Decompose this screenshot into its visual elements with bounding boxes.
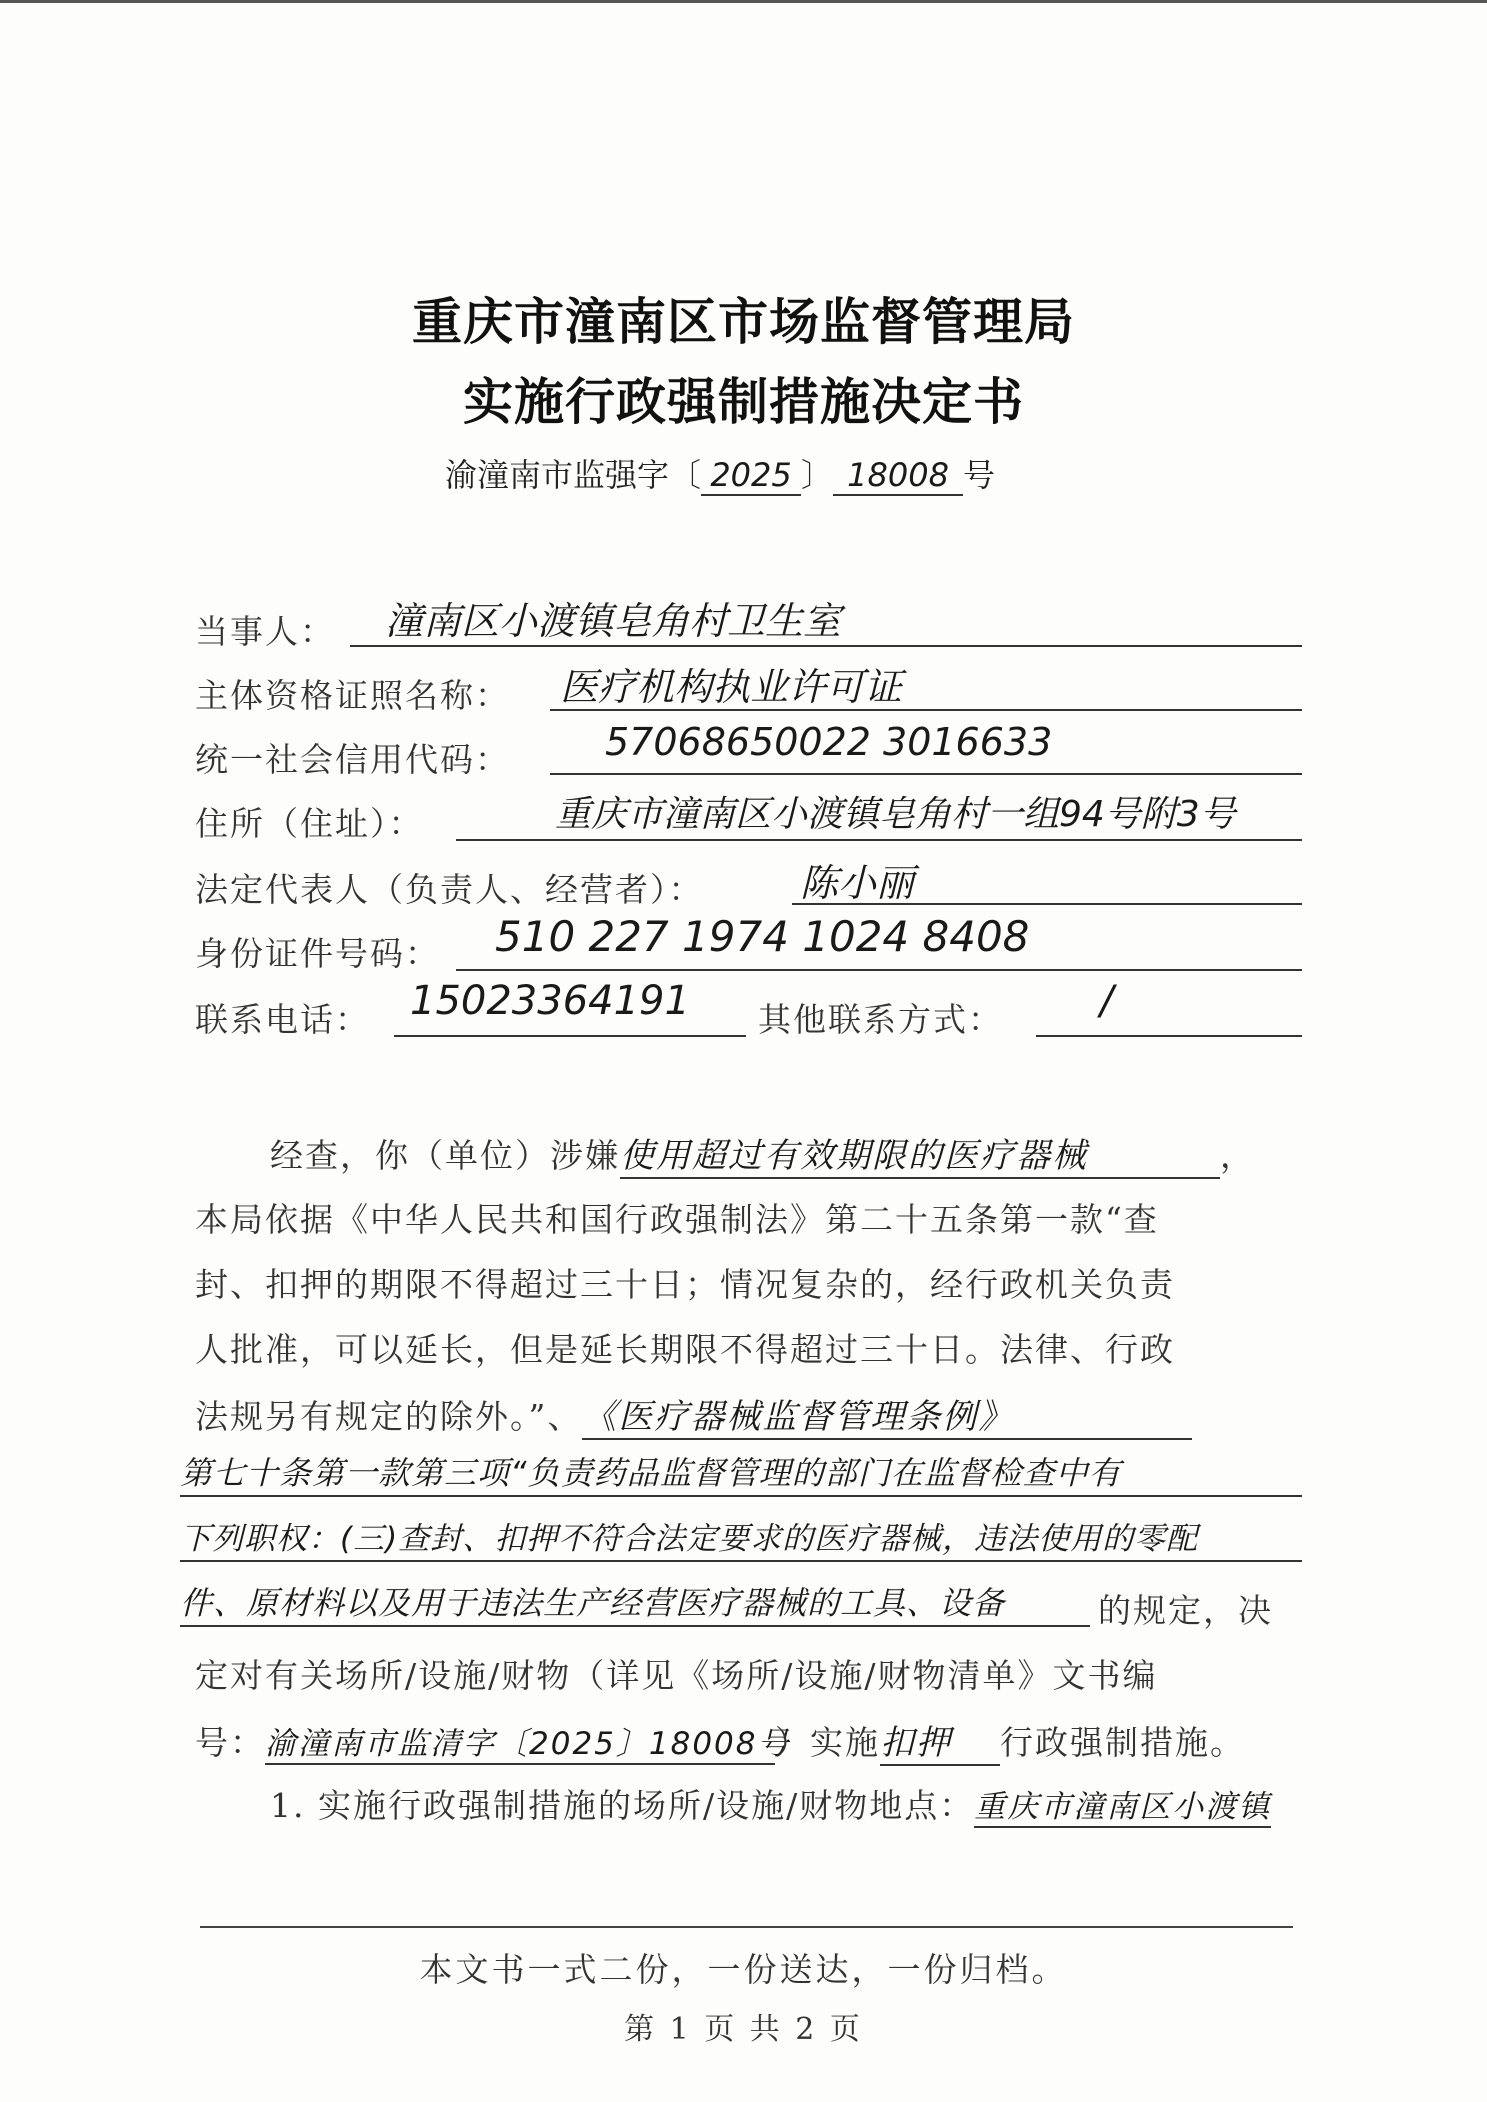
inventory-doc-number: 渝潼南市监清字〔2025〕18008号 bbox=[265, 1718, 775, 1765]
regulation-basis-line-7: 下列职权：(三)查封、扣押不符合法定要求的医疗器械，违法使用的零配 bbox=[180, 1521, 1199, 1557]
body-line-8-underline bbox=[180, 1625, 1090, 1627]
page-top-edge bbox=[0, 0, 1487, 3]
page-number: 第 1 页 共 2 页 bbox=[624, 2012, 863, 2047]
footer-note: 本文书一式二份，一份送达，一份归档。 bbox=[419, 1950, 1068, 1989]
body-p10-end: 行政强制措施。 bbox=[1000, 1723, 1245, 1762]
id-number-value: 510 227 1974 1024 8408 bbox=[495, 912, 1030, 961]
body-item-1 bbox=[270, 1780, 1375, 1828]
regulation-basis-line-6: 第七十条第一款第三项“负责药品监督管理的部门在监督检查中有 bbox=[180, 1454, 1122, 1492]
phone-underline bbox=[394, 1035, 746, 1037]
document-title-line2: 实施行政强制措施决定书 bbox=[463, 373, 1024, 431]
legal-rep-label: 法定代表人（负责人、经营者）： bbox=[195, 870, 704, 909]
body-p10-start: 号： bbox=[195, 1723, 265, 1762]
item1-label: 1. 实施行政强制措施的场所/设施/财物地点： bbox=[270, 1786, 975, 1825]
credit-code-value: 57068650022 3016633 bbox=[605, 720, 1053, 764]
doc-number-bracket-open: 〔 bbox=[669, 456, 702, 494]
body-line-2: 本局依据《中华人民共和国行政强制法》第二十五条第一款“查 bbox=[195, 1200, 1159, 1239]
doc-number-value: 18008 bbox=[833, 456, 963, 496]
credit-code-label: 统一社会信用代码： bbox=[195, 740, 510, 779]
legal-rep-value: 陈小丽 bbox=[800, 861, 915, 905]
other-contact-label: 其他联系方式： bbox=[758, 1000, 1003, 1039]
body-line-10 bbox=[195, 1715, 1300, 1766]
body-line-7-underline bbox=[180, 1560, 1302, 1562]
license-label: 主体资格证照名称： bbox=[195, 676, 510, 715]
license-value: 医疗机构执业许可证 bbox=[560, 665, 903, 709]
party-name-label: 当事人： bbox=[195, 612, 335, 651]
body-p8-end: 的规定，决 bbox=[1098, 1591, 1273, 1630]
address-underline bbox=[456, 839, 1302, 841]
doc-number-prefix: 渝潼南市监强字 bbox=[445, 456, 670, 494]
violation-value: 使用超过有效期限的医疗器械 bbox=[620, 1128, 1220, 1179]
body-line-3: 封、扣押的期限不得超过三十日；情况复杂的，经行政机关负责 bbox=[195, 1265, 1175, 1304]
party-name-row bbox=[195, 606, 335, 653]
doc-number-bracket-close: 〕 bbox=[801, 456, 834, 494]
other-contact-value: / bbox=[1100, 978, 1114, 1024]
phone-value: 15023364191 bbox=[410, 978, 690, 1024]
doc-number-suffix: 号 bbox=[963, 456, 996, 494]
credit-code-row bbox=[195, 734, 510, 781]
body-line-6-underline bbox=[180, 1495, 1302, 1497]
body-p1-comma: ， bbox=[1220, 1136, 1255, 1175]
address-value: 重庆市潼南区小渡镇皂角村一组94号附3号 bbox=[555, 794, 1236, 835]
other-contact-row bbox=[758, 994, 1003, 1041]
id-number-underline bbox=[456, 969, 1302, 971]
address-row bbox=[195, 798, 424, 845]
body-line-9: 定对有关场所/设施/财物（详见《场所/设施/财物清单》文书编 bbox=[195, 1656, 1158, 1695]
footer-divider bbox=[200, 1926, 1293, 1928]
measure-type: 扣押 bbox=[880, 1715, 1000, 1766]
regulation-basis-start: 《医疗器械监督管理条例》 bbox=[582, 1389, 1192, 1440]
document-number bbox=[445, 450, 995, 496]
address-label: 住所（住址）： bbox=[195, 804, 424, 843]
legal-rep-row bbox=[195, 864, 704, 911]
regulation-basis-line-8: 件、原材料以及用于违法生产经营医疗器械的工具、设备 bbox=[180, 1584, 1006, 1622]
body-line-1 bbox=[270, 1128, 1375, 1179]
id-number-label: 身份证件号码： bbox=[195, 934, 440, 973]
credit-code-underline bbox=[550, 773, 1302, 775]
item1-location-value: 重庆市潼南区小渡镇 bbox=[974, 1781, 1271, 1828]
license-row bbox=[195, 670, 510, 717]
body-p5-start: 法规另有规定的除外。”、 bbox=[195, 1397, 583, 1436]
document-title-line1: 重庆市潼南区市场监督管理局 bbox=[412, 293, 1075, 351]
phone-row bbox=[195, 994, 370, 1041]
party-name-value: 潼南区小渡镇皂角村卫生室 bbox=[385, 599, 842, 643]
body-line-5 bbox=[195, 1389, 1300, 1440]
body-line-4: 人批准，可以延长，但是延长期限不得超过三十日。法律、行政 bbox=[195, 1330, 1175, 1369]
body-p10-mid: ）实施 bbox=[775, 1723, 880, 1762]
doc-number-year: 2025 bbox=[701, 456, 801, 496]
id-number-row bbox=[195, 928, 440, 975]
body-p1-start: 经查，你（单位）涉嫌 bbox=[270, 1136, 620, 1175]
other-contact-underline bbox=[1036, 1035, 1302, 1037]
phone-label: 联系电话： bbox=[195, 1000, 370, 1039]
party-name-underline bbox=[350, 645, 1302, 647]
